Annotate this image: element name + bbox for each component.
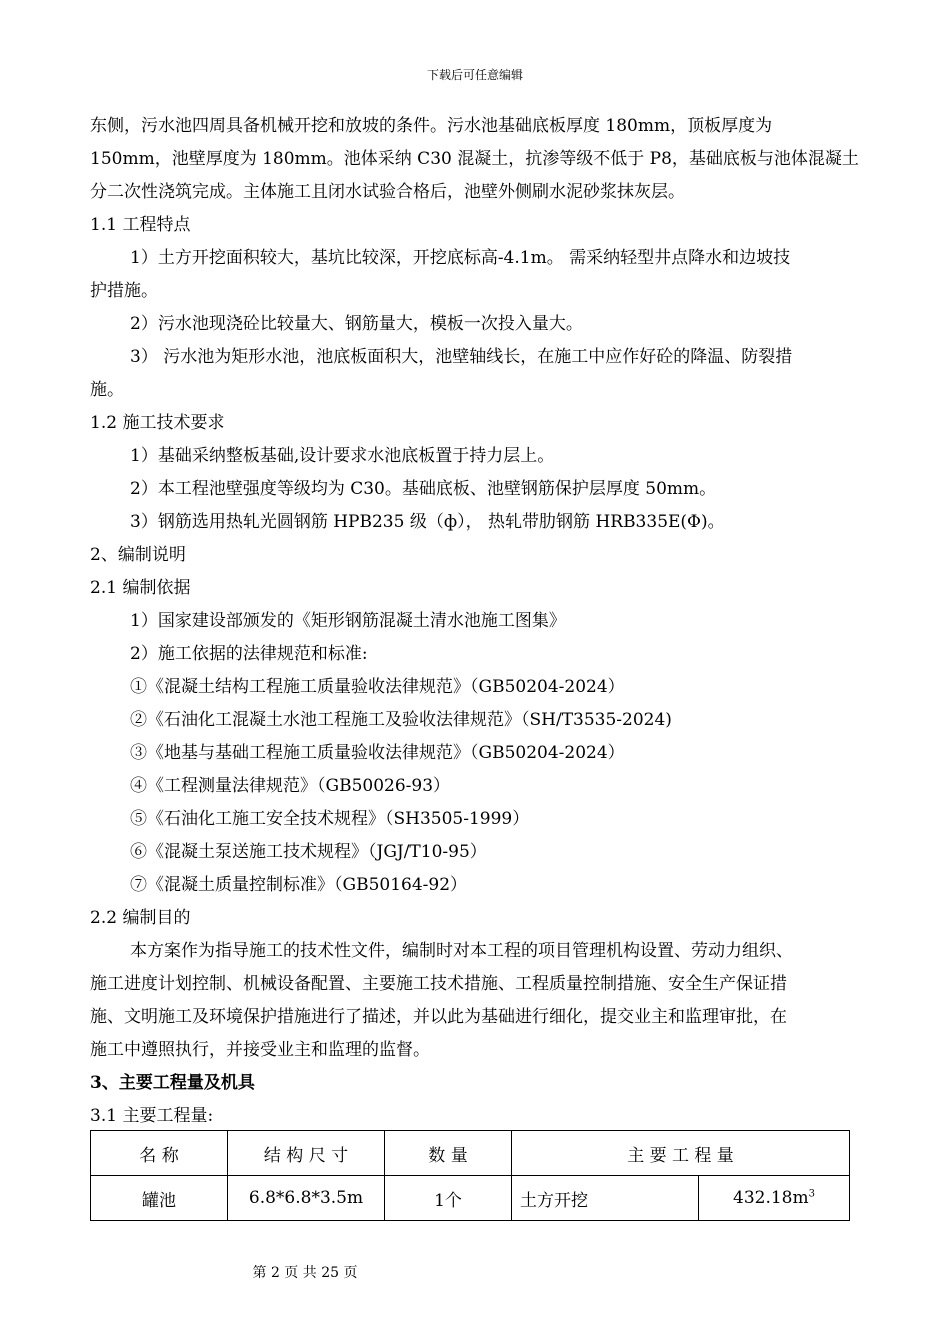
paragraph-line: 施工进度计划控制、机械设备配置、主要施工技术措施、工程质量控制措施、安全生产保证措 — [90, 974, 787, 994]
table-cell: 1个 — [385, 1176, 512, 1221]
standard-item: ⑦《混凝土质量控制标准》（GB50164-92） — [130, 875, 468, 895]
table-header: 名 称 — [91, 1131, 228, 1176]
table-cell: 6.8*6.8*3.5m — [228, 1176, 385, 1221]
paragraph-line: 本方案作为指导施工的技术性文件，编制时对本工程的项目管理机构设置、劳动力组织、 — [130, 941, 793, 961]
page-header: 下载后可任意编辑 — [426, 68, 523, 82]
paragraph-line: 2）本工程池壁强度等级均为 C30。基础底板、池壁钢筋保护层厚度 50mm。 — [130, 479, 717, 499]
table-header: 结 构 尺 寸 — [228, 1131, 385, 1176]
paragraph-line: 1）国家建设部颁发的《矩形钢筋混凝土清水池施工图集》 — [130, 611, 566, 631]
standard-item: ⑤《石油化工施工安全技术规程》（SH3505-1999） — [130, 809, 530, 829]
table-header: 数 量 — [385, 1131, 512, 1176]
standard-item: ⑥《混凝土泵送施工技术规程》（JGJ/T10-95） — [130, 842, 487, 862]
paragraph-line: 2）污水池现浇砼比较量大、钢筋量大，模板一次投入量大。 — [130, 314, 583, 334]
page-footer: 第 2 页 共 25 页 — [252, 1265, 358, 1281]
quantity-table — [90, 1130, 850, 1221]
table-cell: 罐池 — [91, 1176, 228, 1221]
table-row — [91, 1176, 850, 1221]
paragraph-line: 1）土方开挖面积较大，基坑比较深，开挖底标高-4.1m。 需采纳轻型井点降水和边坡技 — [130, 248, 791, 268]
table-header: 主 要 工 程 量 — [512, 1131, 850, 1176]
standard-item: ④《工程测量法律规范》（GB50026-93） — [130, 776, 451, 796]
unit-exponent: 3 — [808, 1188, 815, 1200]
section-heading: 2.1 编制依据 — [90, 578, 191, 598]
paragraph-line: 分二次性浇筑完成。主体施工且闭水试验合格后，池壁外侧刷水泥砂浆抹灰层。 — [90, 182, 685, 202]
paragraph-line: 1）基础采纳整板基础,设计要求水池底板置于持力层上。 — [130, 446, 555, 466]
paragraph-line: 3） 污水池为矩形水池，池底板面积大，池壁轴线长，在施工中应作好砼的降温、防裂措 — [130, 347, 793, 367]
paragraph-line: 东侧，污水池四周具备机械开挖和放坡的条件。污水池基础底板厚度 180mm，顶板厚度为 — [90, 116, 773, 136]
section-heading: 2.2 编制目的 — [90, 908, 191, 928]
standard-item: ①《混凝土结构工程施工质量验收法律规范》（GB50204-2024） — [130, 677, 625, 697]
paragraph-line: 3）钢筋选用热轧光圆钢筋 HPB235 级（ф）， 热轧带肋钢筋 HRB335E(Φ)。 — [130, 512, 725, 532]
paragraph-line: 2）施工依据的法律规范和标准: — [130, 644, 368, 664]
paragraph-line: 护措施。 — [90, 281, 158, 301]
paragraph-line: 施。 — [90, 380, 124, 400]
section-heading: 2、编制说明 — [90, 545, 186, 565]
paragraph-line: 施、文明施工及环境保护措施进行了描述，并以此为基础进行细化，提交业主和监理审批，在 — [90, 1007, 787, 1027]
table-cell: 土方开挖 — [512, 1176, 699, 1221]
standard-item: ③《地基与基础工程施工质量验收法律规范》（GB50204-2024） — [130, 743, 625, 763]
table-cell — [699, 1176, 850, 1221]
paragraph-line: 150mm，池壁厚度为 180mm。池体采纳 C30 混凝土，抗渗等级不低于 P8，基础底板与池体混凝土 — [90, 149, 859, 169]
section-heading: 1.1 工程特点 — [90, 215, 191, 235]
section-heading: 1.2 施工技术要求 — [90, 413, 225, 433]
table-header-row — [91, 1131, 850, 1176]
section-heading: 3.1 主要工程量: — [90, 1106, 214, 1126]
section-heading: 3、主要工程量及机具 — [90, 1073, 255, 1093]
standard-item: ②《石油化工混凝土水池工程施工及验收法律规范》（SH/T3535-2024) — [130, 710, 672, 730]
quantity-value: 432.18m — [733, 1188, 809, 1208]
paragraph-line: 施工中遵照执行，并接受业主和监理的监督。 — [90, 1040, 430, 1060]
